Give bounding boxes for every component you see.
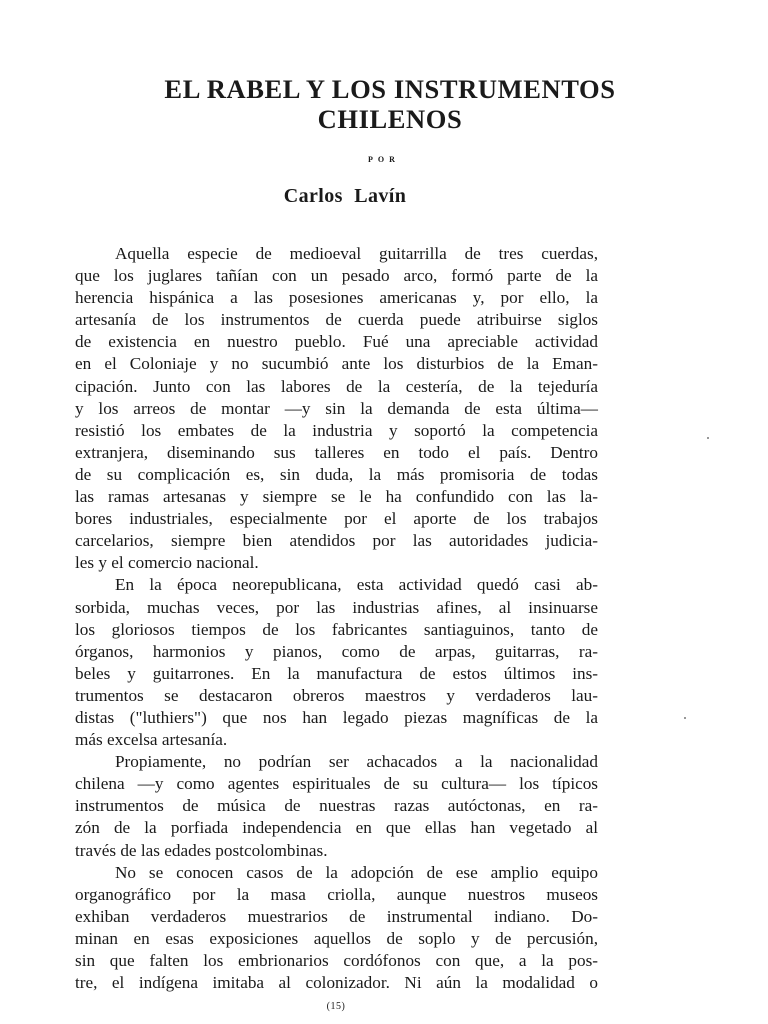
text-line: y los arreos de montar —y sin la demanda de esta última— bbox=[75, 398, 598, 418]
text-line: las ramas artesanas y siempre se le ha confundido con las la- bbox=[75, 487, 598, 507]
text-line: trumentos se destacaron obreros maestros y verdaderos lau- bbox=[75, 685, 598, 705]
paragraph bbox=[75, 751, 598, 861]
text-line: zón de la porfiada independencia en que ellas han vegetado al bbox=[75, 818, 598, 838]
article-title-line-1: EL RABEL Y LOS INSTRUMENTOS bbox=[164, 74, 616, 104]
text-line: exhiban verdaderos muestrarios de instrumental indiano. Do- bbox=[75, 906, 598, 926]
text-line: carcelarios, siempre bien atendidos por las autoridades judicia- bbox=[75, 531, 598, 551]
text-line: que los juglares tañían con un pesado arco, formó parte de la bbox=[75, 266, 598, 286]
text-line: bores industriales, especialmente por el aporte de los trabajos bbox=[75, 509, 598, 529]
text-line: chilena —y como agentes espirituales de su cultura— los típicos bbox=[75, 774, 598, 794]
paragraph bbox=[75, 862, 598, 995]
text-line: herencia hispánica a las posesiones americanas y, por ello, la bbox=[75, 288, 598, 308]
article-body bbox=[75, 243, 598, 994]
text-line: organográfico por la masa criolla, aunque nuestros museos bbox=[75, 884, 598, 904]
paragraph bbox=[75, 243, 598, 574]
text-line: Aquella especie de medioeval guitarrilla de tres cuerdas, bbox=[115, 244, 598, 263]
text-line: distas ("luthiers") que nos han legado piezas magníficas de la bbox=[75, 707, 598, 727]
text-line: instrumentos de música de nuestras razas autóctonas, en ra- bbox=[75, 796, 598, 816]
text-line: resistió los embates de la industria y soportó la competencia bbox=[75, 420, 598, 440]
text-line: de existencia en nuestro pueblo. Fué una apreciable actividad bbox=[75, 332, 598, 352]
text-line: través de las edades postcolombinas. bbox=[75, 840, 328, 860]
text-line: sin que falten los embrionarios cordófonos con que, a la pos- bbox=[75, 951, 598, 970]
author-name: Carlos Lavín bbox=[283, 185, 407, 207]
text-line: artesanía de los instrumentos de cuerda puede atribuirse siglos bbox=[75, 310, 598, 330]
article-title bbox=[60, 74, 720, 134]
text-line: sorbida, muchas veces, por las industrias afines, al insinuarse bbox=[75, 597, 598, 617]
scan-speck bbox=[707, 437, 709, 439]
paragraph bbox=[75, 574, 598, 751]
article-title-line-2: CHILENOS bbox=[317, 104, 463, 134]
text-line: En la época neorepublicana, esta actividad quedó casi ab- bbox=[115, 575, 598, 595]
text-line: órganos, harmonios y pianos, como de arpas, guitarras, ra- bbox=[75, 641, 598, 661]
byline-prefix: POR bbox=[368, 155, 400, 164]
text-line: cipación. Junto con las labores de la cestería, de la tejeduría bbox=[75, 376, 598, 396]
text-line: Propiamente, no podrían ser achacados a la nacionalidad bbox=[115, 752, 598, 772]
text-line: de su complicación es, sin duda, la más promisoria de todas bbox=[75, 464, 598, 484]
text-line: beles y guitarrones. En la manufactura de estos últimos ins- bbox=[75, 663, 598, 683]
text-line: No se conocen casos de la adopción de ese amplio equipo bbox=[115, 862, 598, 882]
text-line: minan en esas exposiciones aquellos de soplo y de percusión, bbox=[75, 928, 598, 948]
text-line: en el Coloniaje y no sucumbió ante los disturbios de la Eman- bbox=[75, 354, 598, 374]
page-number: (15) bbox=[326, 1001, 346, 1012]
text-line: los gloriosos tiempos de los fabricantes santiaguinos, tanto de bbox=[75, 619, 598, 639]
text-line: les y el comercio nacional. bbox=[75, 553, 259, 573]
text-line: más excelsa artesanía. bbox=[75, 730, 228, 750]
scan-speck bbox=[684, 717, 686, 719]
text-line: extranjera, diseminando sus talleres en todo el país. Dentro bbox=[75, 442, 598, 462]
text-line: tre, el indígena imitaba al colonizador. Ni aún la modalidad o bbox=[75, 973, 598, 993]
